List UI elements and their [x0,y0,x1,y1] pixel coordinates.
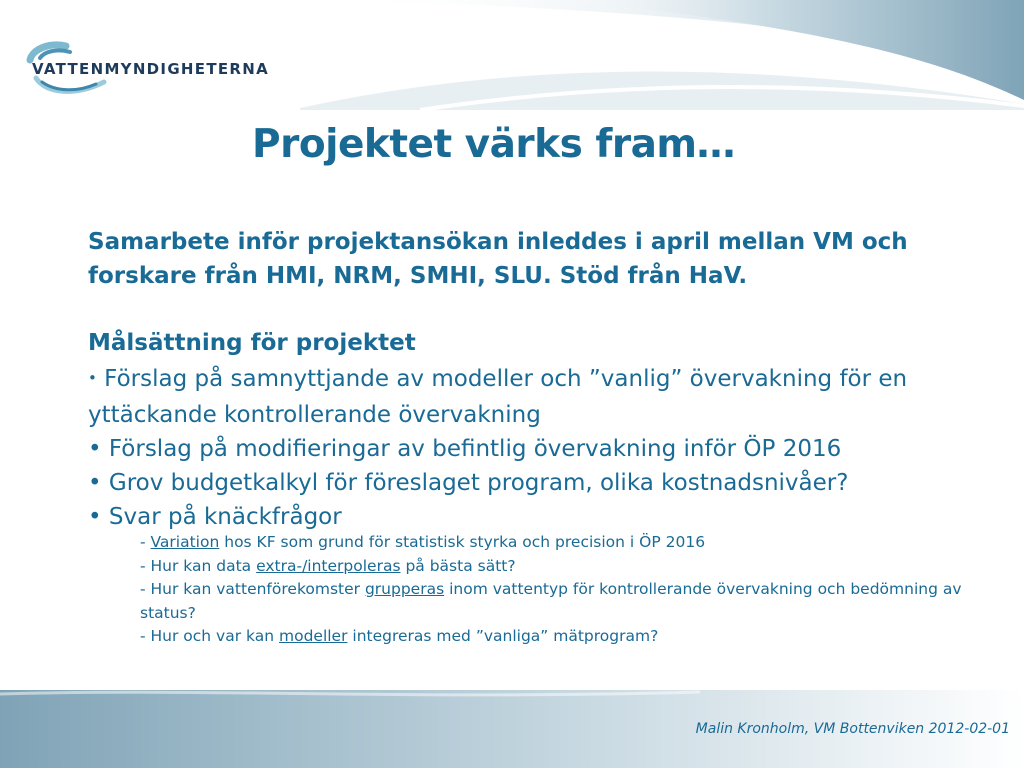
questions-list [140,531,980,649]
goal-item: • Svar på knäckfrågor [88,504,342,530]
question-keyword: grupperas [364,580,445,598]
question-item: - Hur och var kan modeller integreras med ”vanliga” mätprogram? [140,627,659,645]
goal-item: • Grov budgetkalkyl för föreslaget program, olika kostnadsnivåer? [88,470,849,496]
question-item: - Hur kan vattenförekomster grupperas inom vattentyp för kontrollerande övervakning och bedömning av status? [140,580,962,622]
question-item: - Variation hos KF som grund för statistisk styrka och precision i ÖP 2016 [140,533,706,551]
question-keyword: modeller [278,627,348,645]
bullet-icon: • [88,436,102,462]
footer-credit: Malin Kronholm, VM Bottenviken 2012-02-01 [695,721,1010,737]
goal-item: • Förslag på modifieringar av befintlig övervakning inför ÖP 2016 [88,436,842,462]
logo-wordmark: VATTENMYNDIGHETERNA [32,60,270,78]
bullet-icon: • [88,470,102,496]
question-item: - Hur kan data extra-/interpoleras på bästa sätt? [140,556,516,575]
goals-heading: Målsättning för projektet [88,330,416,356]
slide-title: Projektet värks fram… [252,122,736,167]
question-keyword: extra-/interpoleras [256,556,401,575]
goal-item: • Förslag på samnyttjande av modeller och ”vanlig” övervakning för en yttäckande kontrollerande övervakning [88,366,908,428]
question-keyword: Variation [150,533,220,551]
goals-list [88,362,958,534]
intro-paragraph: Samarbete inför projektansökan inleddes i april mellan VM och forskare från HMI, NRM, SMHI, SLU. Stöd från HaV. [88,229,908,289]
bullet-icon: • [88,369,97,387]
bullet-icon: • [88,504,102,530]
